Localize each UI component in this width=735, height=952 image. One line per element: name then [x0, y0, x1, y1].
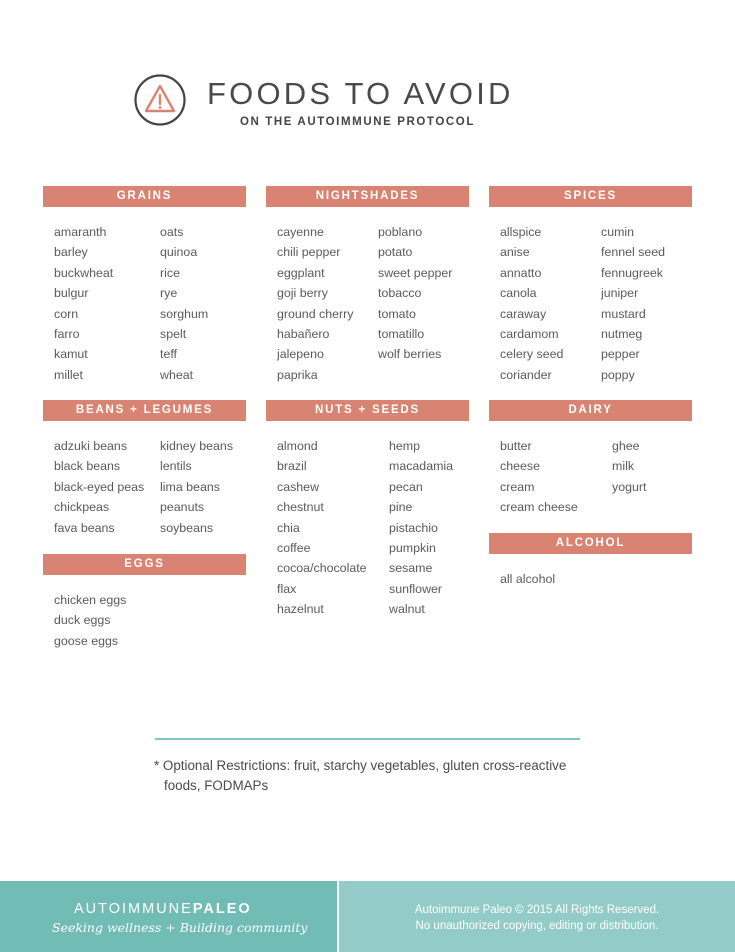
item-list	[389, 436, 453, 620]
list-item: eggplant	[277, 265, 325, 280]
list-item: cheese	[500, 459, 540, 474]
page-subtitle: ON THE AUTOIMMUNE PROTOCOL	[240, 116, 475, 128]
item-list	[378, 222, 452, 365]
list-item: pecan	[389, 479, 423, 494]
note-line: foods, FODMAPs	[164, 778, 269, 793]
list-item: fennel seed	[601, 245, 666, 260]
list-item: buckwheat	[54, 265, 114, 280]
list-item: oats	[160, 225, 184, 239]
list-item: kidney beans	[160, 439, 234, 453]
list-item: rye	[160, 286, 178, 301]
brand-tagline: Seeking wellness + Building community	[52, 920, 308, 935]
list-item: lima beans	[160, 479, 220, 494]
list-item: fava beans	[54, 520, 115, 535]
list-item: nutmeg	[601, 327, 643, 342]
brand-name-bold: PALEO	[192, 901, 252, 917]
section-grains	[43, 186, 246, 382]
list-item: hazelnut	[277, 602, 324, 617]
item-list	[612, 436, 646, 497]
list-item: anise	[500, 245, 530, 260]
list-item: coffee	[277, 541, 311, 556]
list-item: coriander	[500, 367, 552, 382]
list-item: rice	[160, 265, 180, 280]
list-item: black-eyed peas	[54, 479, 145, 494]
section-title: BEANS + LEGUMES	[43, 400, 246, 421]
footer-copyright-panel	[339, 881, 735, 952]
section-title: DAIRY	[489, 400, 692, 421]
item-list	[277, 222, 353, 385]
list-item: kamut	[54, 347, 88, 362]
list-item: yogurt	[612, 479, 647, 494]
list-item: pine	[389, 500, 413, 515]
section-title: ALCOHOL	[489, 533, 692, 554]
item-list	[54, 590, 126, 651]
list-item: milk	[612, 459, 635, 474]
list-item: hemp	[389, 439, 420, 453]
list-item: caraway	[500, 306, 547, 321]
list-item: flax	[277, 581, 297, 596]
list-item: sesame	[389, 561, 433, 576]
list-item: all alcohol	[500, 572, 556, 586]
page-header	[0, 70, 735, 140]
list-item: lentils	[160, 459, 192, 474]
list-item: almond	[277, 439, 318, 453]
item-list	[601, 222, 665, 385]
item-list	[54, 222, 113, 385]
list-item: habañero	[277, 327, 330, 342]
section-spices	[489, 186, 692, 382]
item-list	[160, 222, 208, 385]
list-item: barley	[54, 245, 88, 260]
list-item: black beans	[54, 459, 121, 474]
list-item: butter	[500, 439, 532, 453]
list-item: brazil	[277, 459, 307, 474]
section-title: NUTS + SEEDS	[266, 400, 469, 421]
optional-restrictions-note	[154, 756, 594, 796]
section-alcohol	[489, 533, 692, 586]
list-item: walnut	[389, 602, 425, 617]
list-item: cream cheese	[500, 500, 578, 515]
list-item: millet	[54, 367, 83, 382]
list-item: sweet pepper	[378, 265, 453, 280]
list-item: ground cherry	[277, 306, 354, 321]
list-item: adzuki beans	[54, 439, 128, 453]
brand-logo	[74, 901, 252, 917]
list-item: chili pepper	[277, 245, 341, 260]
item-list	[500, 436, 578, 518]
list-item: macadamia	[389, 459, 454, 474]
list-item: chicken eggs	[54, 593, 127, 607]
item-list	[277, 436, 367, 620]
list-item: celery seed	[500, 347, 564, 362]
page-title: FOODS TO AVOID	[207, 76, 514, 111]
copyright-line: Autoimmune Paleo © 2015 All Rights Reserved.	[414, 904, 660, 916]
list-item: chickpeas	[54, 500, 110, 515]
list-item: wolf berries	[378, 347, 442, 362]
list-item: poppy	[601, 367, 635, 382]
list-item: goji berry	[277, 286, 328, 301]
list-item: tobacco	[378, 286, 422, 301]
warning-icon	[134, 74, 186, 126]
note-line: * Optional Restrictions: fruit, starchy vegetables, gluten cross-reactive	[154, 758, 567, 773]
list-item: tomatillo	[378, 327, 425, 342]
item-list	[54, 436, 144, 538]
copyright-line: No unauthorized copying, editing or distribution.	[415, 920, 659, 932]
section-nuts-seeds	[266, 400, 469, 617]
list-item: pistachio	[389, 520, 438, 535]
list-item: amaranth	[54, 225, 107, 239]
section-nightshades	[266, 186, 469, 382]
list-item: allspice	[500, 225, 542, 239]
list-item: spelt	[160, 327, 187, 342]
list-item: peanuts	[160, 500, 205, 515]
item-list	[500, 222, 563, 385]
section-title: NIGHTSHADES	[266, 186, 469, 207]
list-item: cayenne	[277, 225, 324, 239]
list-item: chia	[277, 520, 300, 535]
list-item: chestnut	[277, 500, 324, 515]
section-title: GRAINS	[43, 186, 246, 207]
list-item: cream	[500, 479, 535, 494]
list-item: paprika	[277, 367, 318, 382]
list-item: cocoa/chocolate	[277, 561, 367, 576]
list-item: sunflower	[389, 581, 443, 596]
list-item: quinoa	[160, 245, 198, 260]
list-item: sorghum	[160, 306, 209, 321]
list-item: farro	[54, 327, 80, 342]
list-item: juniper	[601, 286, 639, 301]
list-item: jalepeno	[277, 347, 324, 362]
item-list	[160, 436, 233, 538]
list-item: annatto	[500, 265, 542, 280]
list-item: wheat	[160, 367, 194, 382]
list-item: duck eggs	[54, 613, 111, 628]
list-item: teff	[160, 347, 177, 362]
list-item: bulgur	[54, 286, 89, 301]
list-item: fennugreek	[601, 265, 664, 280]
list-item: cardamom	[500, 327, 559, 342]
list-item: pepper	[601, 347, 640, 362]
section-title: EGGS	[43, 554, 246, 575]
divider	[155, 738, 580, 740]
list-item: soybeans	[160, 520, 214, 535]
list-item: potato	[378, 245, 413, 260]
section-dairy	[489, 400, 692, 515]
footer-brand-panel	[0, 881, 337, 952]
list-item: goose eggs	[54, 633, 119, 648]
list-item: ghee	[612, 439, 640, 453]
item-list	[500, 569, 555, 589]
list-item: tomato	[378, 306, 416, 321]
list-item: cashew	[277, 479, 320, 494]
list-item: pumpkin	[389, 541, 436, 556]
section-beans-legumes	[43, 400, 246, 535]
section-eggs	[43, 554, 246, 648]
list-item: mustard	[601, 306, 646, 321]
brand-name-light: AUTOIMMUNE	[74, 901, 193, 917]
list-item: cumin	[601, 225, 635, 239]
section-title: SPICES	[489, 186, 692, 207]
list-item: corn	[54, 306, 79, 321]
list-item: canola	[500, 286, 537, 301]
list-item: poblano	[378, 225, 423, 239]
